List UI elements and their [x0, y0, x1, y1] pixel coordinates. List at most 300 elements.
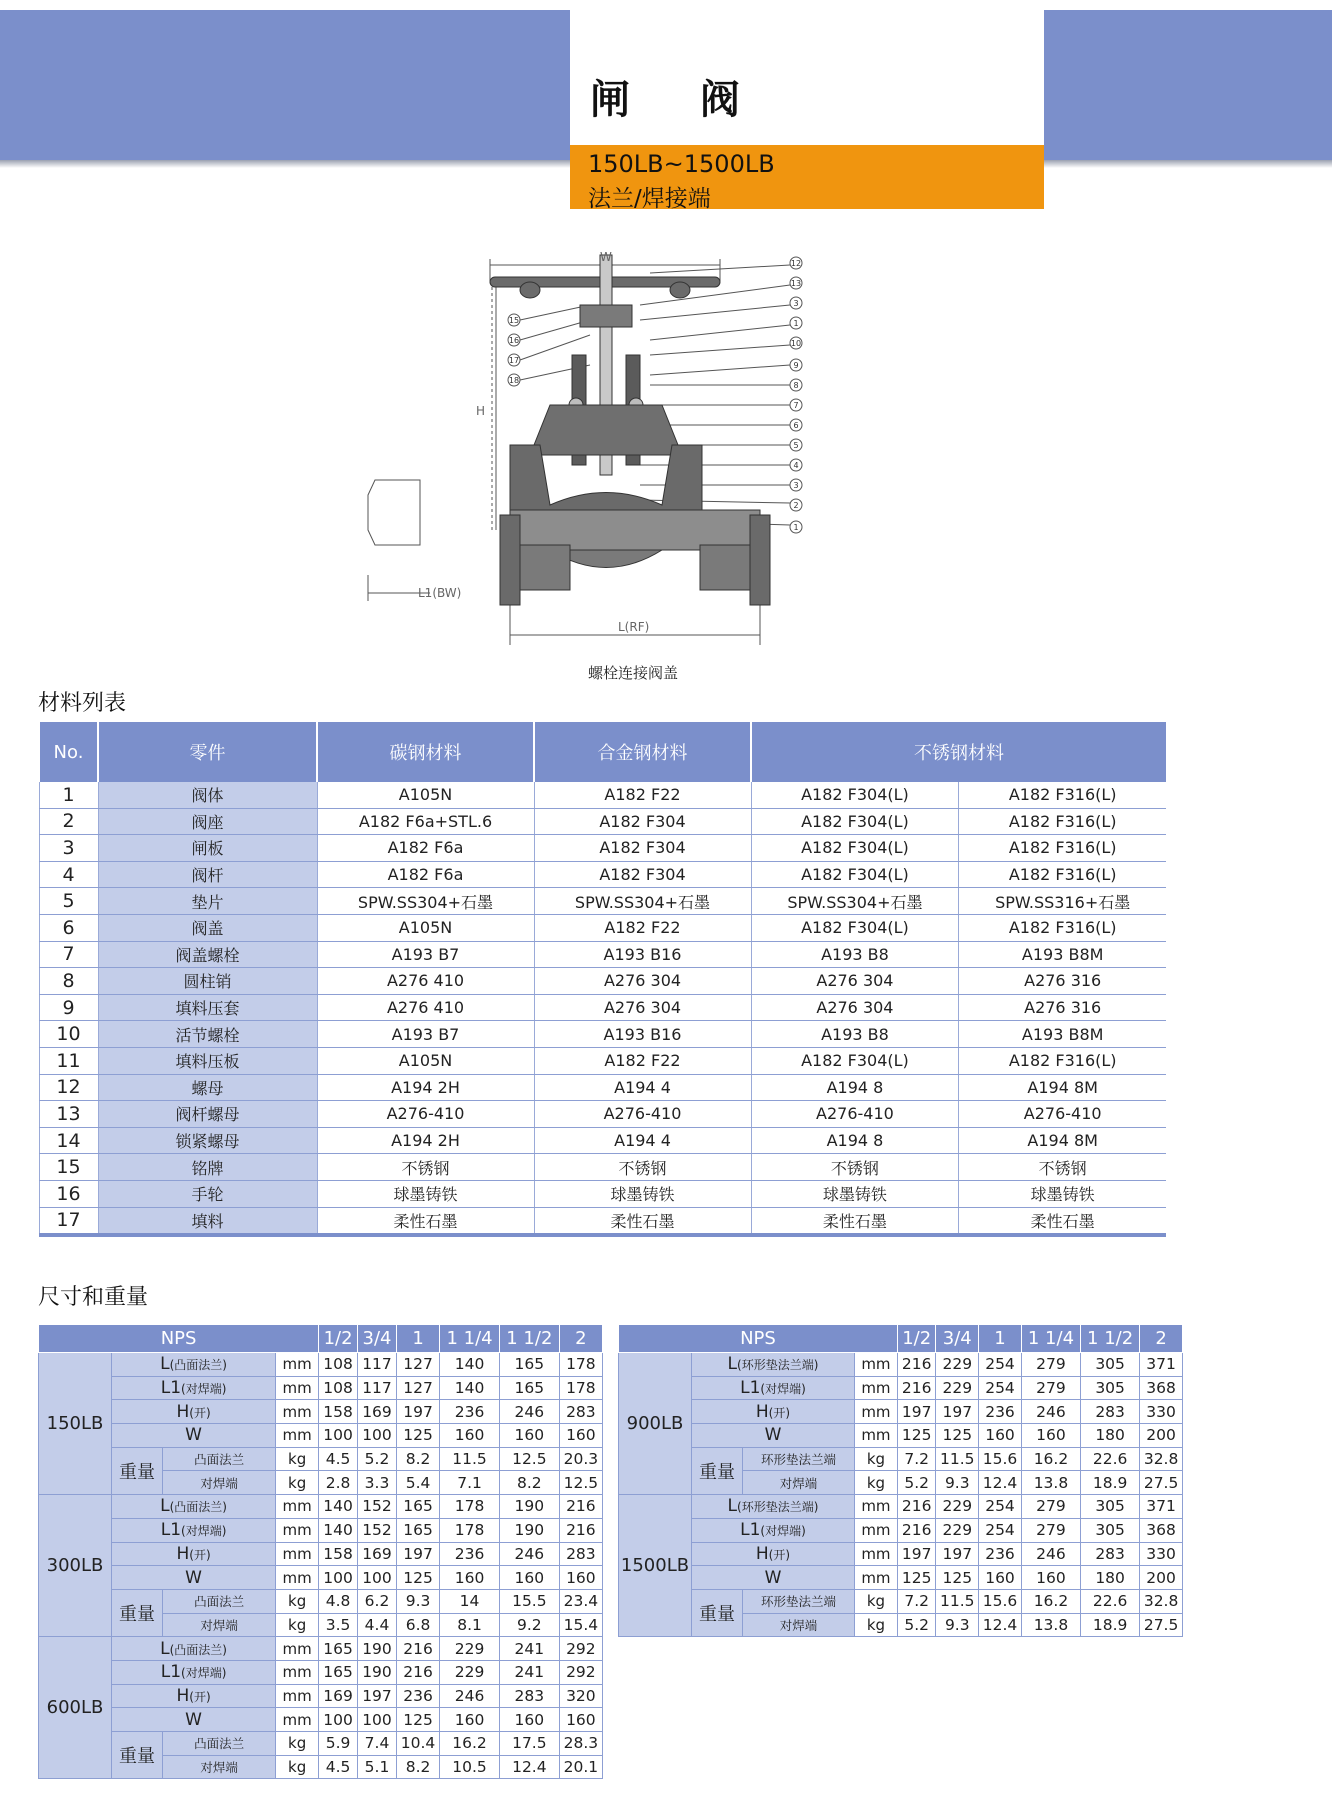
dims-row — [39, 1589, 603, 1613]
dimensions-table-right — [618, 1324, 1183, 1637]
dim-symbol: L — [160, 1638, 170, 1659]
dim-value: 27.5 — [1140, 1471, 1183, 1495]
material-cell-ss1: SPW.SS304+石墨 — [751, 888, 959, 915]
material-cell-no: 7 — [39, 941, 98, 968]
dim-value: 305 — [1081, 1495, 1140, 1519]
material-cell-no: 9 — [39, 994, 98, 1021]
material-cell-ss1: A182 F304(L) — [751, 808, 959, 835]
dim-note: (环形垫法兰端) — [737, 1358, 819, 1373]
dim-symbol: L1 — [160, 1378, 182, 1399]
dim-value: 108 — [319, 1353, 358, 1377]
dim-symbol: W — [185, 1567, 202, 1588]
material-cell-no: 8 — [39, 968, 98, 995]
material-cell-alloy: A276 304 — [534, 968, 751, 995]
dim-value: 140 — [440, 1353, 500, 1377]
material-cell-ss1: A182 F304(L) — [751, 861, 959, 888]
unit: mm — [276, 1542, 319, 1566]
callout-5: 5 — [793, 441, 799, 450]
unit: kg — [276, 1589, 319, 1613]
dim-symbol: H — [755, 1543, 769, 1564]
material-cell-no: 16 — [39, 1180, 98, 1207]
dim-value: 5.2 — [358, 1447, 397, 1471]
dim-symbol: H — [176, 1685, 190, 1706]
dim-value: 12.4 — [499, 1755, 559, 1779]
dim-value: 160 — [1021, 1424, 1080, 1448]
dim-value: 9.2 — [499, 1613, 559, 1637]
dim-value: 178 — [559, 1376, 602, 1400]
dim-value: 165 — [396, 1518, 439, 1542]
callout-9: 9 — [793, 361, 799, 370]
dim-value: 216 — [897, 1518, 935, 1542]
dim-value: 160 — [440, 1566, 500, 1590]
weight-label: 重量 — [692, 1447, 743, 1494]
dim-value: 180 — [1081, 1424, 1140, 1448]
dim-value: 305 — [1081, 1353, 1140, 1377]
material-cell-ss1: A182 F304(L) — [751, 1047, 959, 1074]
callout-13: 13 — [790, 279, 802, 288]
dim-value: 229 — [440, 1660, 500, 1684]
dim-value: 169 — [358, 1542, 397, 1566]
dims-row — [39, 1660, 603, 1684]
dim-value: 160 — [499, 1566, 559, 1590]
material-cell-part: 圆柱销 — [98, 968, 317, 995]
dim-value: 13.8 — [1021, 1613, 1080, 1637]
dim-value: 5.9 — [319, 1732, 358, 1756]
unit: kg — [854, 1613, 897, 1637]
material-cell-carbon: A193 B7 — [317, 941, 534, 968]
material-cell-ss1: A193 B8 — [751, 941, 959, 968]
dim-value: 4.4 — [358, 1613, 397, 1637]
dims-row — [39, 1447, 603, 1471]
dim-value: 22.6 — [1081, 1447, 1140, 1471]
material-row — [39, 1047, 1166, 1074]
dim-note: (对焊端) — [181, 1666, 227, 1681]
material-cell-ss2: SPW.SS316+石墨 — [959, 888, 1166, 915]
dim-note: (对焊端) — [181, 1524, 227, 1539]
pressure-class: 900LB — [619, 1353, 692, 1495]
dim-value: 125 — [396, 1424, 439, 1448]
dim-value: 160 — [559, 1708, 602, 1732]
dim-value: 100 — [319, 1424, 358, 1448]
dim-label — [112, 1376, 276, 1400]
callout-1: 1 — [793, 319, 799, 328]
callout-3b: 3 — [793, 481, 799, 490]
dim-value: 178 — [440, 1518, 500, 1542]
dim-value: 125 — [897, 1424, 935, 1448]
dim-value: 283 — [559, 1400, 602, 1424]
unit: mm — [854, 1400, 897, 1424]
material-cell-carbon: A182 F6a — [317, 861, 534, 888]
material-cell-carbon: 球墨铸铁 — [317, 1180, 534, 1207]
weight-sublabel: 凸面法兰 — [163, 1589, 276, 1613]
dim-value: 20.1 — [559, 1755, 602, 1779]
material-cell-ss2: 柔性石墨 — [959, 1207, 1166, 1235]
dim-value: 4.5 — [319, 1755, 358, 1779]
material-cell-ss2: A182 F316(L) — [959, 808, 1166, 835]
subtitle-pressure: 150LB~1500LB — [588, 150, 775, 178]
unit: mm — [276, 1566, 319, 1590]
material-cell-ss2: A276-410 — [959, 1101, 1166, 1128]
dim-value: 246 — [1021, 1542, 1080, 1566]
callout-15: 15 — [508, 316, 520, 325]
dim-value: 283 — [1081, 1542, 1140, 1566]
dim-value: 371 — [1140, 1495, 1183, 1519]
material-cell-part: 阀盖 — [98, 914, 317, 941]
material-cell-carbon: A105N — [317, 782, 534, 808]
size-header: 2 — [559, 1325, 602, 1353]
dim-label — [692, 1424, 855, 1448]
dim-value: 11.5 — [440, 1447, 500, 1471]
weight-sublabel: 环形垫法兰端 — [743, 1589, 855, 1613]
material-row — [39, 1207, 1166, 1235]
material-cell-ss2: A182 F316(L) — [959, 914, 1166, 941]
dim-value: 197 — [897, 1542, 935, 1566]
size-header: 1 — [979, 1325, 1022, 1353]
material-cell-no: 5 — [39, 888, 98, 915]
dim-value: 15.4 — [559, 1613, 602, 1637]
dim-value: 330 — [1140, 1400, 1183, 1424]
dim-value: 229 — [936, 1353, 979, 1377]
material-cell-ss1: 球墨铸铁 — [751, 1180, 959, 1207]
dims-row — [619, 1400, 1183, 1424]
material-cell-part: 垫片 — [98, 888, 317, 915]
dim-symbol: H — [176, 1401, 190, 1422]
dim-value: 165 — [319, 1660, 358, 1684]
callout-16: 16 — [508, 336, 520, 345]
dim-label — [112, 1518, 276, 1542]
unit: mm — [276, 1637, 319, 1661]
dim-value: 100 — [319, 1708, 358, 1732]
dim-value: 197 — [396, 1542, 439, 1566]
material-cell-alloy: A182 F22 — [534, 782, 751, 808]
material-cell-part: 阀盖螺栓 — [98, 941, 317, 968]
dim-symbol: L — [160, 1354, 170, 1375]
dim-value: 8.2 — [499, 1471, 559, 1495]
material-cell-carbon: A105N — [317, 1047, 534, 1074]
dim-value: 125 — [396, 1708, 439, 1732]
material-cell-ss2: A193 B8M — [959, 1021, 1166, 1048]
dim-value: 229 — [936, 1518, 979, 1542]
dimensions-table-left — [38, 1324, 603, 1779]
dim-value: 125 — [936, 1424, 979, 1448]
unit: mm — [276, 1518, 319, 1542]
dims-row — [39, 1518, 603, 1542]
materials-section-title: 材料列表 — [38, 691, 127, 716]
dim-value: 279 — [1021, 1376, 1080, 1400]
material-row — [39, 914, 1166, 941]
dim-value: 216 — [396, 1637, 439, 1661]
unit: kg — [276, 1732, 319, 1756]
material-row — [39, 994, 1166, 1021]
callout-3: 3 — [793, 299, 799, 308]
nps-header: NPS — [39, 1325, 319, 1353]
dim-symbol: L1 — [740, 1520, 761, 1541]
dim-value: 197 — [936, 1542, 979, 1566]
dim-note: (环形垫法兰端) — [737, 1500, 819, 1515]
dim-value: 283 — [1081, 1400, 1140, 1424]
dim-value: 216 — [897, 1495, 935, 1519]
material-cell-no: 13 — [39, 1101, 98, 1128]
dim-value: 254 — [979, 1495, 1022, 1519]
dims-row — [619, 1566, 1183, 1590]
unit: kg — [276, 1755, 319, 1779]
weight-sublabel: 凸面法兰 — [163, 1447, 276, 1471]
material-row — [39, 1074, 1166, 1101]
dim-value: 169 — [319, 1684, 358, 1708]
dim-value: 190 — [358, 1660, 397, 1684]
dim-value: 4.8 — [319, 1589, 358, 1613]
dim-value: 160 — [499, 1424, 559, 1448]
dim-value: 236 — [440, 1400, 500, 1424]
material-cell-part: 活节螺栓 — [98, 1021, 317, 1048]
material-cell-ss2: A193 B8M — [959, 941, 1166, 968]
size-header: 3/4 — [358, 1325, 397, 1353]
dim-value: 10.5 — [440, 1755, 500, 1779]
dim-label — [112, 1400, 276, 1424]
material-cell-ss2: A276 316 — [959, 968, 1166, 995]
material-cell-no: 4 — [39, 861, 98, 888]
unit: kg — [276, 1447, 319, 1471]
dim-value: 15.6 — [979, 1589, 1022, 1613]
dim-note: (对焊端) — [181, 1382, 227, 1397]
dim-value: 140 — [319, 1495, 358, 1519]
material-cell-no: 11 — [39, 1047, 98, 1074]
subtitle-ends: 法兰/焊接端 — [588, 186, 711, 212]
dim-value: 7.1 — [440, 1471, 500, 1495]
dims-header-row — [619, 1325, 1183, 1353]
dim-value: 160 — [979, 1424, 1022, 1448]
size-header: 3/4 — [936, 1325, 979, 1353]
size-header: 1 1/4 — [440, 1325, 500, 1353]
material-cell-carbon: A194 2H — [317, 1127, 534, 1154]
dim-value: 32.8 — [1140, 1447, 1183, 1471]
dim-value: 368 — [1140, 1518, 1183, 1542]
callout-10: 10 — [790, 339, 802, 348]
dim-value: 283 — [499, 1684, 559, 1708]
dim-value: 216 — [897, 1376, 935, 1400]
unit: mm — [854, 1566, 897, 1590]
dim-label — [692, 1495, 855, 1519]
dim-value: 125 — [396, 1566, 439, 1590]
material-cell-carbon: A194 2H — [317, 1074, 534, 1101]
dim-note: (凸面法兰) — [169, 1642, 227, 1657]
material-cell-alloy: SPW.SS304+石墨 — [534, 888, 751, 915]
callout-2: 2 — [793, 501, 799, 510]
weight-sublabel: 环形垫法兰端 — [743, 1447, 855, 1471]
weight-label: 重量 — [112, 1589, 163, 1636]
dim-symbol: H — [176, 1543, 190, 1564]
dim-value: 178 — [559, 1353, 602, 1377]
dim-value: 368 — [1140, 1376, 1183, 1400]
material-row — [39, 1180, 1166, 1207]
material-row — [39, 1127, 1166, 1154]
dim-value: 165 — [396, 1495, 439, 1519]
dim-value: 197 — [936, 1400, 979, 1424]
material-cell-ss1: A194 8 — [751, 1074, 959, 1101]
dim-label — [692, 1566, 855, 1590]
dim-value: 190 — [499, 1518, 559, 1542]
material-row — [39, 808, 1166, 835]
material-cell-ss2: A194 8M — [959, 1127, 1166, 1154]
dims-row — [619, 1447, 1183, 1471]
dim-h-label: H — [476, 404, 486, 418]
dim-value: 9.3 — [936, 1471, 979, 1495]
material-cell-alloy: A276 304 — [534, 994, 751, 1021]
callout-6: 6 — [793, 421, 799, 430]
header-alloy: 合金钢材料 — [534, 722, 751, 782]
material-cell-alloy: A194 4 — [534, 1127, 751, 1154]
dim-label — [112, 1424, 276, 1448]
material-cell-carbon: A182 F6a — [317, 835, 534, 862]
weight-sublabel: 对焊端 — [163, 1755, 276, 1779]
dims-row — [39, 1424, 603, 1448]
header-no: No. — [39, 722, 98, 782]
dim-label — [692, 1353, 855, 1377]
dim-value: 5.1 — [358, 1755, 397, 1779]
dim-value: 254 — [979, 1353, 1022, 1377]
material-cell-ss1: A182 F304(L) — [751, 782, 959, 808]
dim-value: 18.9 — [1081, 1613, 1140, 1637]
dim-value: 320 — [559, 1684, 602, 1708]
material-cell-carbon: 不锈钢 — [317, 1154, 534, 1181]
dim-note: (开) — [189, 1689, 211, 1704]
material-cell-alloy: A182 F304 — [534, 808, 751, 835]
dim-symbol: W — [764, 1425, 782, 1446]
weight-label: 重量 — [112, 1732, 163, 1779]
dim-value: 197 — [396, 1400, 439, 1424]
dim-value: 292 — [559, 1637, 602, 1661]
dim-value: 5.4 — [396, 1471, 439, 1495]
dim-value: 279 — [1021, 1518, 1080, 1542]
material-cell-carbon: 柔性石墨 — [317, 1207, 534, 1235]
dim-value: 5.2 — [897, 1471, 935, 1495]
dims-row — [39, 1400, 603, 1424]
dim-value: 216 — [559, 1518, 602, 1542]
dim-value: 169 — [358, 1400, 397, 1424]
material-cell-part: 填料 — [98, 1207, 317, 1235]
material-cell-ss2: 不锈钢 — [959, 1154, 1166, 1181]
dims-row — [39, 1566, 603, 1590]
size-header: 1 — [396, 1325, 439, 1353]
dim-value: 125 — [936, 1566, 979, 1590]
material-cell-part: 螺母 — [98, 1074, 317, 1101]
dim-value: 117 — [358, 1376, 397, 1400]
material-cell-ss2: A182 F316(L) — [959, 861, 1166, 888]
material-cell-part: 阀杆螺母 — [98, 1101, 317, 1128]
pressure-class: 300LB — [39, 1495, 112, 1637]
dim-value: 108 — [319, 1376, 358, 1400]
dim-label — [692, 1518, 855, 1542]
unit: mm — [854, 1518, 897, 1542]
dim-value: 190 — [499, 1495, 559, 1519]
dims-row — [39, 1708, 603, 1732]
material-cell-ss1: A276 304 — [751, 994, 959, 1021]
dim-symbol: L — [727, 1354, 738, 1375]
material-cell-alloy: A193 B16 — [534, 941, 751, 968]
dim-value: 165 — [499, 1376, 559, 1400]
dim-value: 216 — [396, 1660, 439, 1684]
material-cell-alloy: A194 4 — [534, 1074, 751, 1101]
unit: mm — [854, 1376, 897, 1400]
dim-value: 22.6 — [1081, 1589, 1140, 1613]
dims-row — [619, 1353, 1183, 1377]
dim-value: 28.3 — [559, 1732, 602, 1756]
dim-value: 32.8 — [1140, 1589, 1183, 1613]
dim-value: 330 — [1140, 1542, 1183, 1566]
dim-note: (开) — [189, 1405, 211, 1420]
material-cell-no: 14 — [39, 1127, 98, 1154]
dim-value: 15.6 — [979, 1447, 1022, 1471]
weight-sublabel: 对焊端 — [163, 1471, 276, 1495]
dim-value: 127 — [396, 1353, 439, 1377]
drawing-caption: 螺栓连接阀盖 — [588, 664, 679, 682]
dim-value: 158 — [319, 1542, 358, 1566]
material-cell-carbon: A182 F6a+STL.6 — [317, 808, 534, 835]
dim-note: (凸面法兰) — [169, 1500, 227, 1515]
material-cell-no: 10 — [39, 1021, 98, 1048]
material-cell-ss2: A182 F316(L) — [959, 1047, 1166, 1074]
dim-label — [112, 1495, 276, 1519]
size-header: 1/2 — [319, 1325, 358, 1353]
dim-value: 197 — [358, 1684, 397, 1708]
dim-value: 178 — [440, 1495, 500, 1519]
header-part: 零件 — [98, 722, 317, 782]
dim-value: 9.3 — [396, 1589, 439, 1613]
material-cell-part: 阀座 — [98, 808, 317, 835]
weight-sublabel: 对焊端 — [743, 1471, 855, 1495]
dims-row — [39, 1542, 603, 1566]
material-cell-no: 12 — [39, 1074, 98, 1101]
material-cell-ss2: A182 F316(L) — [959, 835, 1166, 862]
material-cell-alloy: 柔性石墨 — [534, 1207, 751, 1235]
material-cell-carbon: A276 410 — [317, 994, 534, 1021]
dim-value: 8.1 — [440, 1613, 500, 1637]
dim-value: 16.2 — [1021, 1447, 1080, 1471]
dim-value: 246 — [499, 1542, 559, 1566]
callout-1b: 1 — [793, 523, 799, 532]
dims-row — [39, 1732, 603, 1756]
dim-value: 12.4 — [979, 1613, 1022, 1637]
dim-label — [112, 1542, 276, 1566]
dim-symbol: L — [160, 1496, 170, 1517]
dim-value: 241 — [499, 1660, 559, 1684]
dim-value: 100 — [358, 1708, 397, 1732]
dim-value: 2.8 — [319, 1471, 358, 1495]
dim-value: 127 — [396, 1376, 439, 1400]
dim-value: 125 — [897, 1566, 935, 1590]
dims-row — [619, 1589, 1183, 1613]
material-cell-part: 填料压套 — [98, 994, 317, 1021]
dim-label — [692, 1400, 855, 1424]
gate-valve-drawing — [350, 245, 820, 685]
dim-value: 152 — [358, 1495, 397, 1519]
dim-value: 180 — [1081, 1566, 1140, 1590]
dim-value: 18.9 — [1081, 1471, 1140, 1495]
dim-value: 152 — [358, 1518, 397, 1542]
dim-value: 200 — [1140, 1566, 1183, 1590]
dim-note: (开) — [768, 1547, 791, 1562]
material-cell-carbon: A276 410 — [317, 968, 534, 995]
dim-value: 236 — [440, 1542, 500, 1566]
material-row — [39, 1154, 1166, 1181]
page-title: 闸 阀 — [590, 77, 768, 123]
material-cell-ss2: 球墨铸铁 — [959, 1180, 1166, 1207]
dim-value: 216 — [897, 1353, 935, 1377]
dim-value: 292 — [559, 1660, 602, 1684]
material-cell-part: 填料压板 — [98, 1047, 317, 1074]
material-cell-ss2: A182 F316(L) — [959, 782, 1166, 808]
dim-symbol: L1 — [160, 1520, 182, 1541]
